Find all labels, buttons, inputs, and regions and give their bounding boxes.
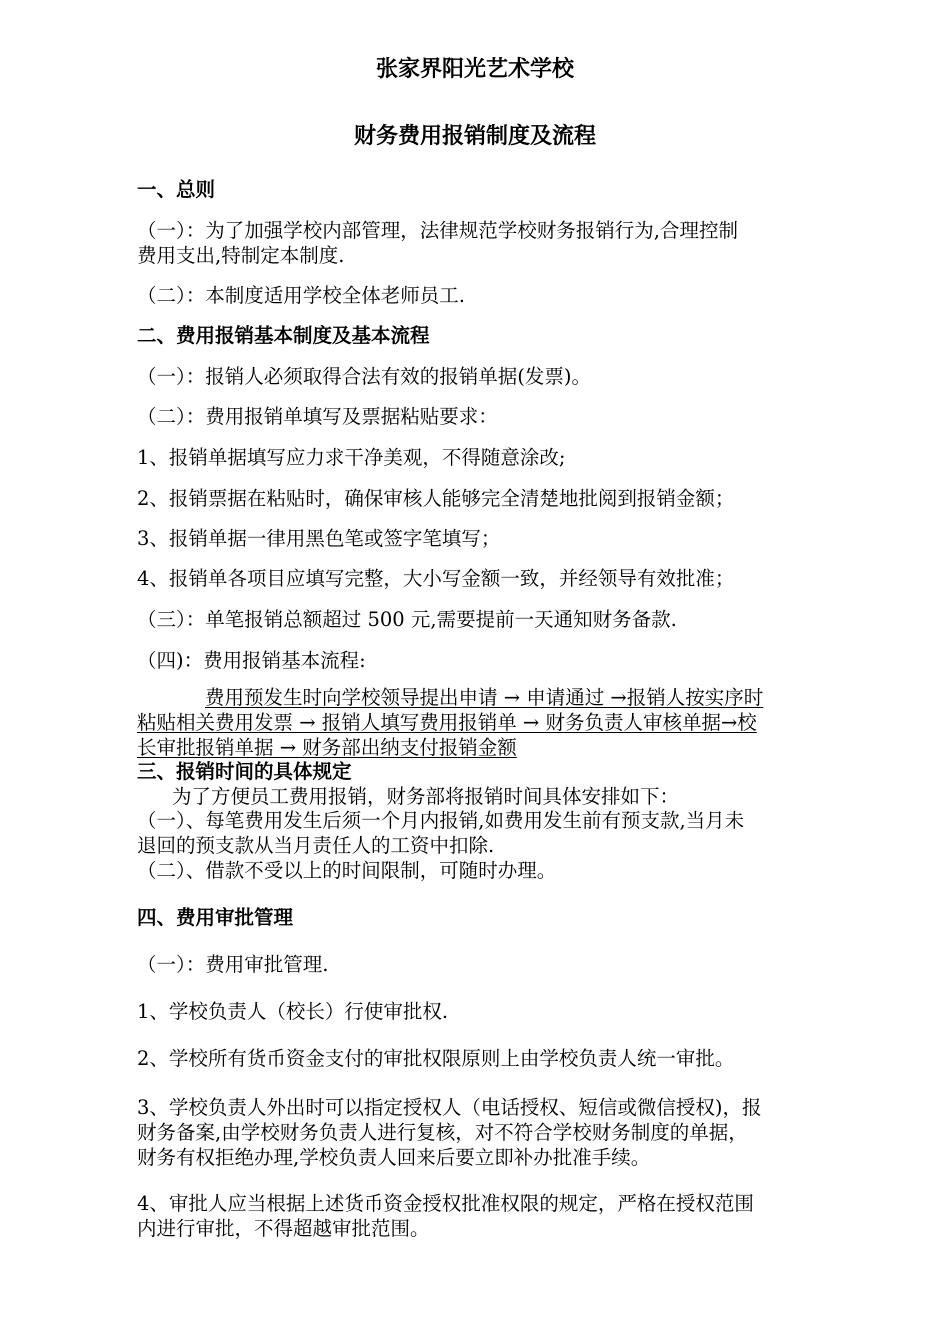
- section-4-item-3-line-2: 财务备案,由学校财务负责人进行复核，对不符合学校财务制度的单据，: [137, 1121, 748, 1144]
- section-2-item-2: 2、报销票据在粘贴时，确保审核人能够完全清楚地批阅到报销金额；: [137, 487, 735, 510]
- flow-line-2: 粘贴相关费用发票 → 报销人填写费用报销单 → 财务负责人审核单据→校: [137, 711, 757, 734]
- section-2-item-4: 4、报销单各项目应填写完整，大小写金额一致，并经领导有效批准；: [137, 567, 735, 590]
- section-4-item-2: 2、学校所有货币资金支付的审批权限原则上由学校负责人统一审批。: [137, 1047, 735, 1070]
- section-2-paragraph-2: （二）：费用报销单填写及票据粘贴要求：: [137, 405, 498, 428]
- section-3-paragraph-2: （二）、借款不受以上的时间限制，可随时办理。: [137, 859, 557, 882]
- document-subtitle: 财务费用报销制度及流程: [353, 124, 596, 149]
- section-4-heading: 四、费用审批管理: [137, 906, 294, 929]
- section-3-heading: 三、报销时间的具体规定: [137, 760, 352, 783]
- section-2-paragraph-3: （三）：单笔报销总额超过 500 元,需要提前一天通知财务备款.: [137, 608, 677, 631]
- section-1-paragraph-1-line-1: （一）：为了加强学校内部管理，法律规范学校财务报销行为,合理控制: [137, 219, 738, 242]
- section-3-paragraph-1-line-1: （一）、每笔费用发生后须一个月内报销,如费用发生前有预支款,当月未: [137, 809, 745, 832]
- section-4-item-3-line-3: 财务有权拒绝办理,学校负责人回来后要立即补办批准手续。: [137, 1146, 651, 1169]
- section-2-paragraph-4: （四)：费用报销基本流程:: [137, 649, 366, 672]
- flow-line-1: 费用预发生时向学校领导提出申请 → 申请通过 →报销人按实序时: [205, 686, 764, 709]
- section-4-item-3-line-1: 3、学校负责人外出时可以指定授权人（电话授权、短信或微信授权)，报: [137, 1096, 762, 1119]
- section-4-item-1: 1、学校负责人（校长）行使审批权.: [137, 1000, 449, 1023]
- section-1-heading: 一、总则: [137, 178, 216, 201]
- section-2-item-3: 3、报销单据一律用黑色笔或签字笔填写；: [137, 527, 501, 550]
- section-2-item-1: 1、报销单据填写应力求干净美观，不得随意涂改;: [137, 446, 566, 469]
- section-4-item-4-line-1: 4、审批人应当根据上述货币资金授权批准权限的规定，严格在授权范围: [137, 1192, 754, 1215]
- document-title: 张家界阳光艺术学校: [375, 57, 574, 82]
- section-1-paragraph-2: （二）：本制度适用学校全体老师员工.: [137, 284, 465, 307]
- section-4-item-4-line-2: 内进行审批，不得超越审批范围。: [137, 1217, 430, 1240]
- section-2-paragraph-1: （一）：报销人必须取得合法有效的报销单据(发票)。: [137, 365, 591, 388]
- section-1-paragraph-1-line-2: 费用支出,特制定本制度.: [137, 244, 345, 267]
- flow-line-3: 长审批报销单据 → 财务部出纳支付报销金额: [137, 736, 517, 759]
- section-3-paragraph-1-line-2: 退回的预支款从当月责任人的工资中扣除.: [137, 834, 495, 857]
- section-3-intro: 为了方便员工费用报销，财务部将报销时间具体安排如下：: [172, 785, 680, 808]
- section-2-heading: 二、费用报销基本制度及基本流程: [137, 324, 430, 347]
- section-4-paragraph-1: （一）：费用审批管理.: [137, 953, 329, 976]
